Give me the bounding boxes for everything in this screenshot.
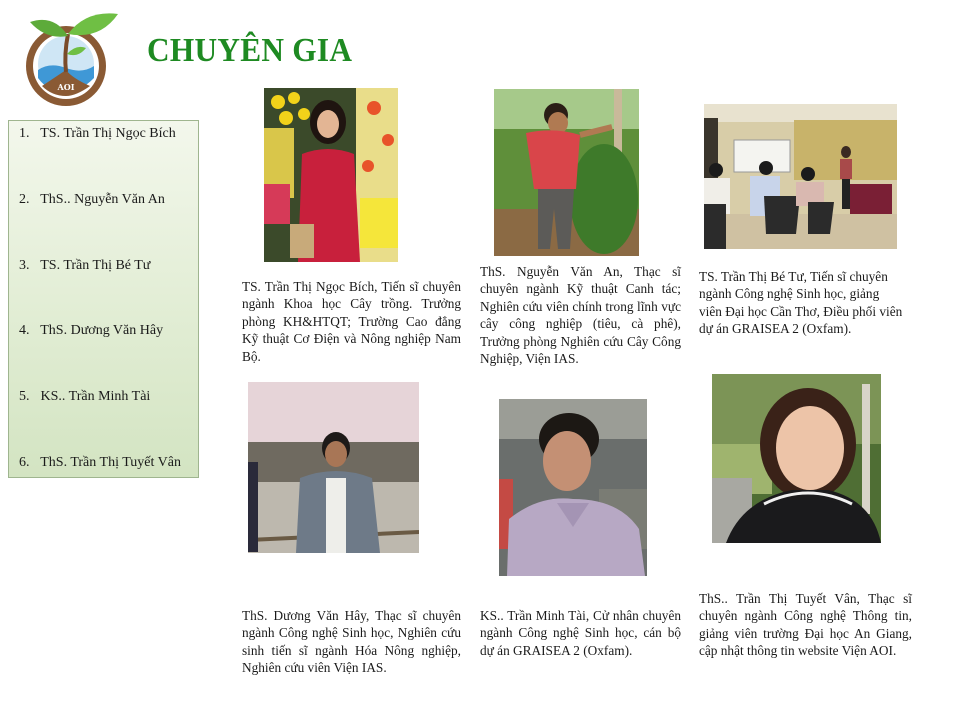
expert-list-item: 1. TS. Trần Thị Ngọc Bích (19, 126, 176, 141)
expert-description-bich: TS. Trần Thị Ngọc Bích, Tiến sĩ chuyên ngành Khoa học Cây trồng. Trưởng phòng KH&HTQT; Trường Cao đẳng Kỹ thuật Cơ Điện và Nông nghiệp Nam Bộ. (242, 279, 461, 364)
expert-description-hay: ThS. Dương Văn Hây, Thạc sĩ chuyên ngành Công nghệ Sinh học, Nghiên cứu sinh tiến sĩ ngành Hóa Nông nghiệp, Nghiên cứu viên Viện IAS. (242, 608, 461, 676)
expert-photo-tai (499, 399, 647, 576)
expert-description-van: ThS.. Trần Thị Tuyết Vân, Thạc sĩ chuyên ngành Công nghệ Thông tin, giảng viên trường Đại học An Giang, cập nhật thông tin website Viện AOI. (699, 591, 912, 659)
expert-photo-van (712, 374, 881, 543)
expert-list-item: 2. ThS.. Nguyễn Văn An (19, 192, 165, 207)
svg-text:AOI: AOI (57, 82, 75, 92)
expert-description-tai: KS.. Trần Minh Tài, Cử nhân chuyên ngành Công nghệ Sinh học, cán bộ dự án GRAISEA 2 (Oxfam). (480, 608, 681, 658)
expert-description-betu: TS. Trần Thị Bé Tư, Tiến sĩ chuyên ngành Công nghệ Sinh học, giảng viên Đại học Cần Thơ, Điều phối viên dự án GRAISEA 2 (Oxfam). (699, 269, 903, 337)
expert-list-item: 4. ThS. Dương Văn Hây (19, 323, 164, 338)
expert-photo-betu (704, 104, 897, 249)
expert-list-item: 6. ThS. Trần Thị Tuyết Vân (19, 455, 181, 470)
expert-list-item: 3. TS. Trần Thị Bé Tư (19, 258, 151, 273)
expert-photo-hay (248, 382, 419, 553)
expert-photo-an (494, 89, 639, 256)
expert-photo-bich (264, 88, 398, 262)
expert-list-box (8, 120, 199, 478)
expert-list-item: 5. KS.. Trần Minh Tài (19, 389, 151, 404)
page-title: CHUYÊN GIA (147, 32, 353, 69)
expert-description-an: ThS. Nguyễn Văn An, Thạc sĩ chuyên ngành Kỹ thuật Canh tác; Nghiên cứu viên chính trong lĩnh vực cây công nghiệp (tiêu, cà phê), Trưởng phòng Nghiên cứu Cây Công Nghiệp, Viện IAS. (480, 264, 681, 367)
aoi-logo (20, 8, 120, 108)
